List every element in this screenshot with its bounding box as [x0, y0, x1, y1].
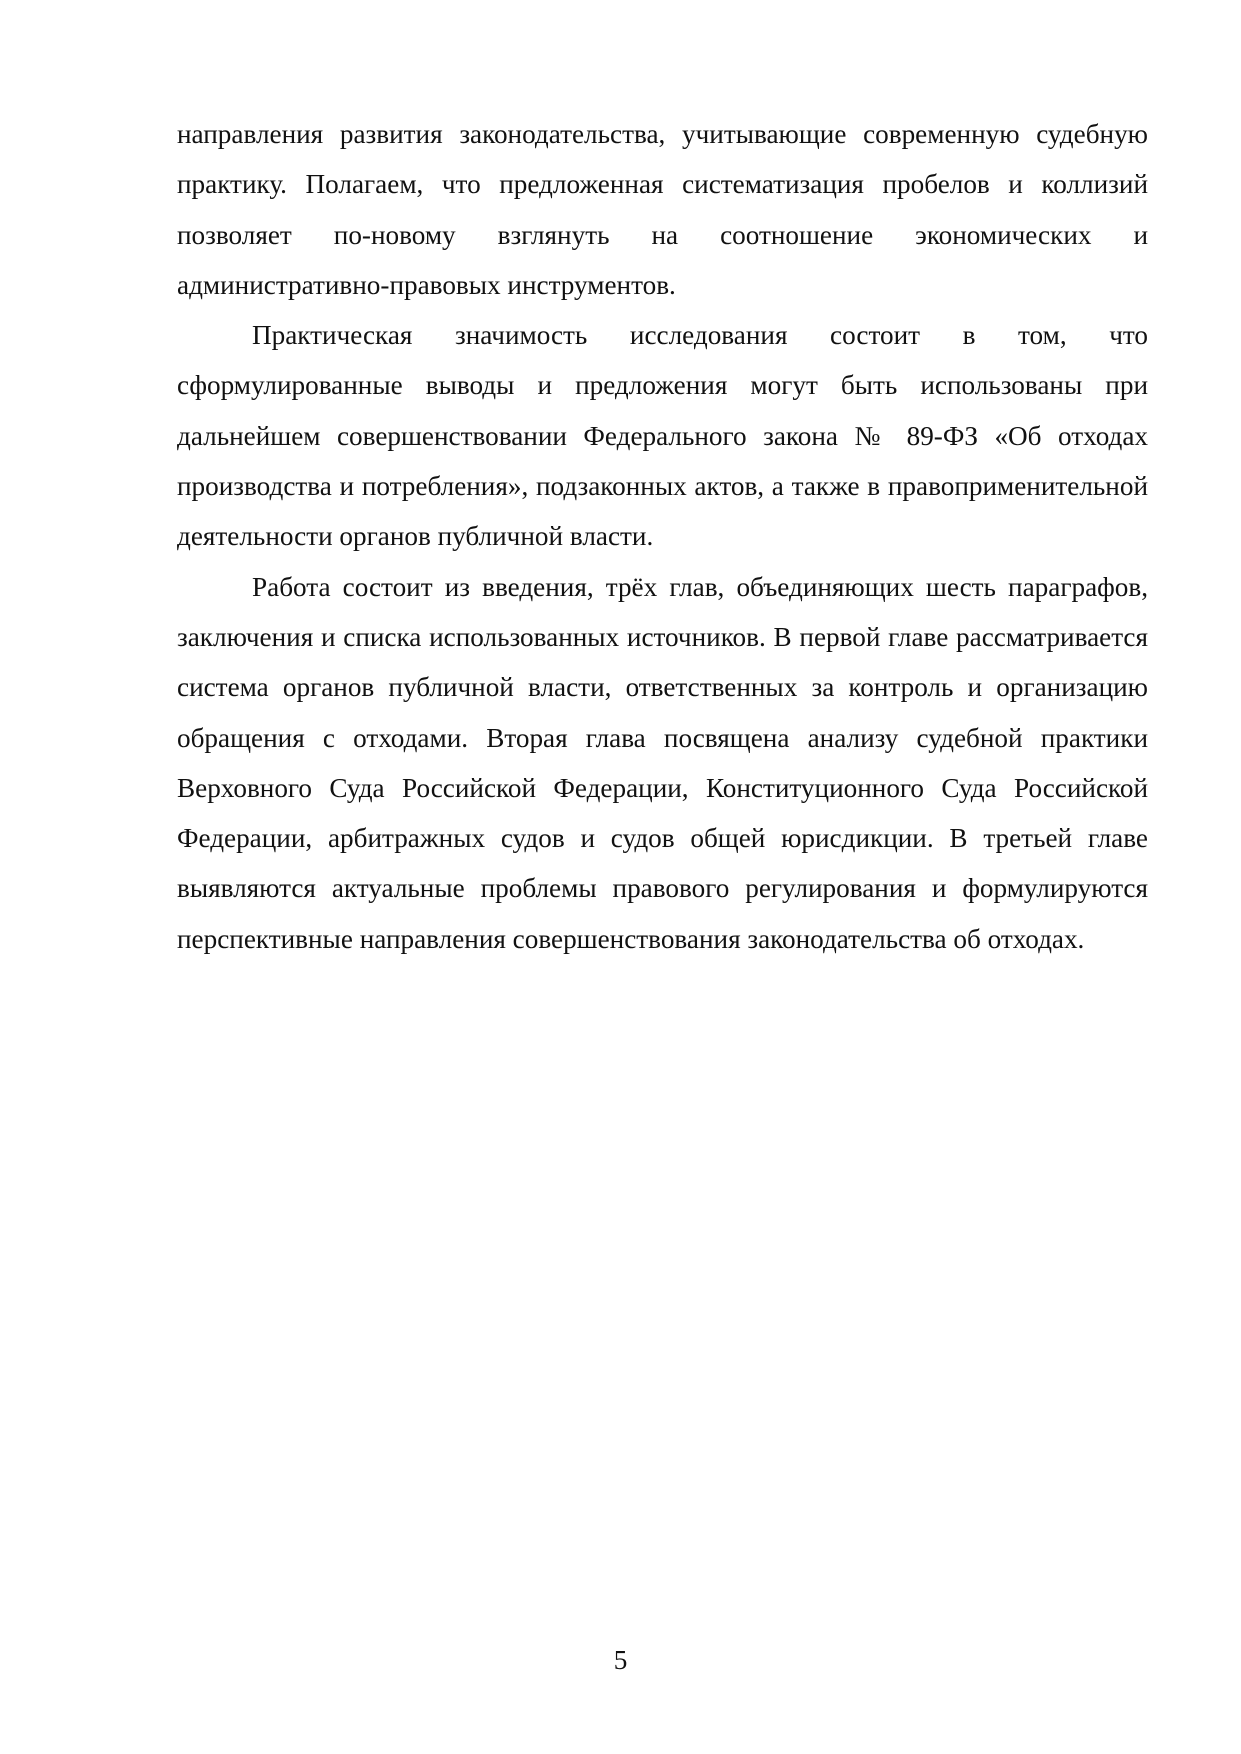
paragraph-continuation: направления развития законодательства, учитывающие современную судебную практику. Полагаем, что предложенная систематизация пробелов и коллизий позволяет по-новому взглянуть на соотношение экономических и административно-правовых инструментов.	[177, 119, 1148, 300]
body-text	[177, 109, 1148, 964]
paragraph-practical-significance: Практическая значимость исследования состоит в том, что сформулированные выводы и предложения могут быть использованы при дальнейшем совершенствовании Федерального закона № 89-ФЗ «Об отходах производства и потребления», подзаконных актов, а также в правоприменительной деятельности органов публичной власти.	[177, 320, 1148, 552]
page-number: 5	[613, 1645, 628, 1675]
paragraph-structure: Работа состоит из введения, трёх глав, объединяющих шесть параграфов, заключения и списка использованных источников. В первой главе рассматривается система органов публичной власти, ответственных за контроль и организацию обращения с отходами. Вторая глава посвящена анализу судебной практики Верховного Суда Российской Федерации, Конституционного Суда Российской Федерации, арбитражных судов и судов общей юрисдикции. В третьей главе выявляются актуальные проблемы правового регулирования и формулируются перспективные направления совершенствования законодательства об отходах.	[177, 571, 1148, 954]
